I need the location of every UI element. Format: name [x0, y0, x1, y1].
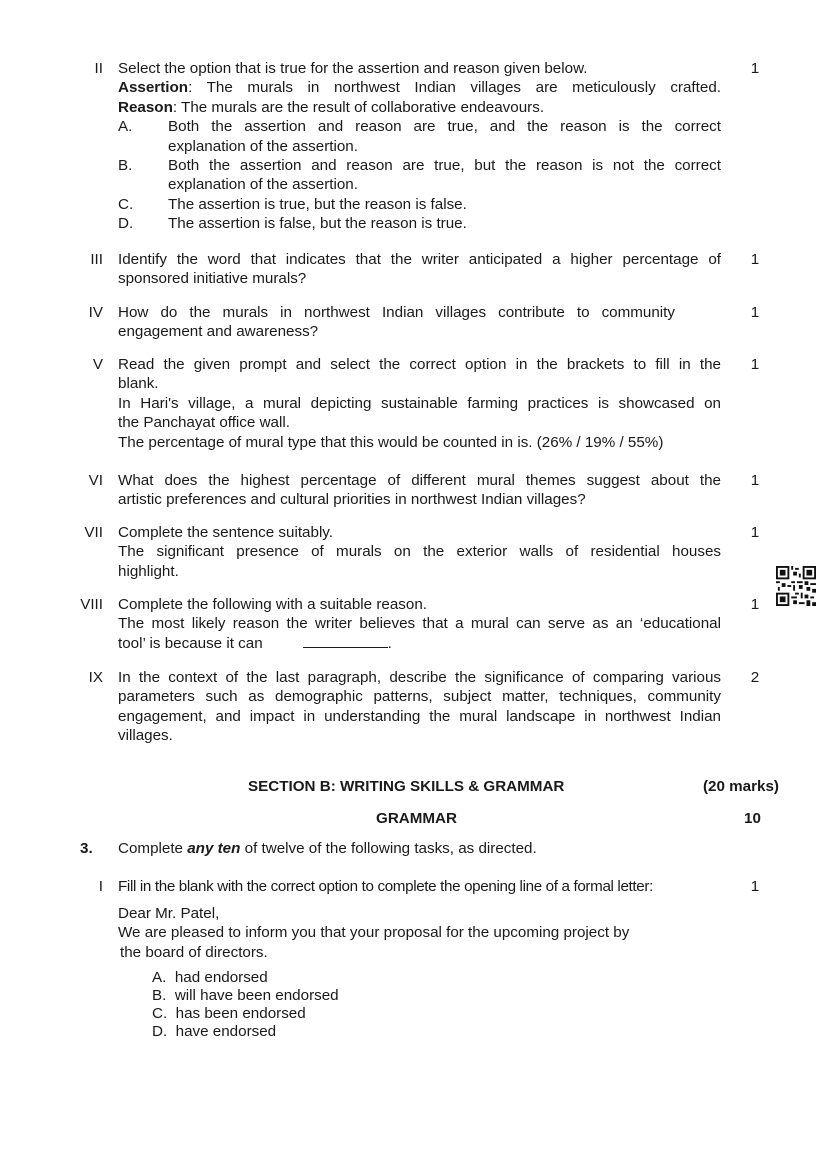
question-number: IV — [88, 304, 103, 321]
option-letter: D. — [118, 215, 134, 233]
question-text: highlight. — [118, 562, 179, 580]
question-marks: 1 — [750, 60, 760, 77]
assertion-label: Assertion — [118, 79, 189, 97]
question-number: VII — [84, 524, 103, 541]
question-V — [118, 355, 721, 452]
question-text: artistic preferences and cultural priorities in northwest Indian villages? — [118, 491, 586, 509]
option-letter: B. — [118, 157, 133, 175]
option-text: The assertion is false, but the reason is true. — [168, 215, 467, 233]
option-a — [118, 117, 721, 156]
options-list — [152, 968, 339, 1040]
question-marks: 1 — [750, 356, 760, 373]
question-text: In the context of the last paragraph, describe the significance of comparing various — [118, 669, 721, 686]
option-letter: D. — [152, 1023, 168, 1040]
question-text: the Panchayat office wall. — [118, 414, 290, 432]
question-number: VIII — [80, 596, 103, 613]
question-VII — [118, 523, 721, 581]
question-text: Complete — [118, 840, 188, 857]
question-text: The percentage of mural type that this would be counted in is. (26% / 19% / 55%) — [118, 433, 664, 451]
question-marks: 1 — [750, 251, 760, 268]
question-number: III — [90, 251, 103, 268]
option-text: explanation of the assertion. — [168, 137, 358, 155]
question-number: II — [94, 60, 103, 77]
question-IV — [118, 303, 675, 342]
option-a — [152, 968, 339, 986]
reason-text: : The murals are the result of collaborative endeavours. — [172, 98, 545, 116]
option-letter: C. — [118, 195, 134, 213]
question-marks: 1 — [750, 304, 760, 321]
question-text: villages. — [118, 727, 173, 745]
option-text: Both the assertion and reason are true, but the reason is not the correct — [168, 157, 721, 175]
option-c — [118, 195, 721, 214]
letter-text: the board of directors. — [120, 943, 268, 961]
section-title: SECTION B: WRITING SKILLS & GRAMMAR — [248, 778, 565, 795]
option-letter: A. — [152, 969, 167, 986]
question-number: VI — [88, 472, 103, 489]
option-b — [152, 986, 339, 1004]
question-text-with-blank — [118, 634, 721, 653]
question-text: In Hari's village, a mural depicting sustainable farming practices is showcased on — [118, 394, 721, 412]
option-text: Both the assertion and reason are true, and the reason is the correct — [168, 118, 721, 136]
option-letter: B. — [152, 987, 167, 1004]
option-d — [152, 1022, 339, 1040]
letter-text: We are pleased to inform you that your proposal for the upcoming project by — [118, 924, 630, 942]
option-text: will have been endorsed — [174, 987, 339, 1004]
option-text: have endorsed — [175, 1023, 277, 1040]
section-subtitle-marks: 10 — [744, 810, 761, 827]
question-III — [118, 250, 721, 289]
question-text: The significant presence of murals on the exterior walls of residential houses — [118, 543, 721, 561]
question-text: of twelve of the following tasks, as directed. — [240, 840, 537, 857]
option-text: had endorsed — [174, 969, 268, 986]
assertion-text: : The murals in northwest Indian villages are meticulously crafted. — [188, 79, 721, 97]
option-text: has been endorsed — [175, 1005, 306, 1022]
answer-blank — [303, 634, 388, 648]
question-text: Identify the word that indicates that the writer anticipated a higher percentage of — [118, 251, 721, 268]
option-text: explanation of the assertion. — [168, 176, 358, 194]
question-marks: 2 — [750, 669, 760, 686]
question-VI — [118, 471, 721, 510]
option-text: The assertion is true, but the reason is false. — [168, 195, 467, 213]
reason-label: Reason — [118, 98, 173, 116]
salutation: Dear Mr. Patel, — [118, 905, 220, 922]
option-c — [152, 1004, 339, 1022]
option-letter: C. — [152, 1005, 168, 1022]
question-II — [118, 59, 721, 234]
emphasis-text: any ten — [187, 840, 241, 857]
question-number: 3. — [80, 840, 93, 857]
option-letter: A. — [118, 118, 133, 136]
question-VIII — [118, 595, 721, 653]
question-text: blank. — [118, 375, 159, 393]
section-marks: (20 marks) — [703, 778, 779, 795]
question-number: V — [92, 356, 103, 373]
reason-line — [118, 98, 721, 117]
question-text: engagement, and impact in understanding the mural landscape in northwest Indian — [118, 707, 721, 725]
question-text: . — [387, 634, 392, 652]
question-text: sponsored initiative murals? — [118, 270, 307, 288]
option-b — [118, 156, 721, 195]
section-subtitle: GRAMMAR — [376, 810, 457, 827]
question-marks: 1 — [750, 524, 760, 541]
question-IX — [118, 668, 721, 746]
question-text: How do the murals in northwest Indian villages contribute to community — [118, 304, 675, 321]
question-text: tool’ is because it can — [118, 634, 263, 652]
question-text: engagement and awareness? — [118, 323, 319, 341]
question-3-text — [118, 839, 537, 858]
assertion-line — [118, 78, 721, 97]
question-number: I — [98, 878, 103, 895]
question-marks: 1 — [750, 472, 760, 489]
question-text: Complete the sentence suitably. — [118, 524, 333, 541]
qr-code-icon — [776, 566, 816, 606]
question-text: What does the highest percentage of different mural themes suggest about the — [118, 472, 721, 489]
question-marks: 1 — [750, 878, 760, 895]
question-text: parameters such as demographic patterns, subject matter, techniques, community — [118, 688, 721, 706]
question-text: Fill in the blank with the correct option to complete the opening line of a formal letter: — [118, 878, 653, 895]
question-text: Complete the following with a suitable reason. — [118, 596, 427, 613]
question-text: The most likely reason the writer believes that a mural can serve as an ‘educational — [118, 615, 721, 633]
question-text: Select the option that is true for the assertion and reason given below. — [118, 60, 588, 77]
question-text: Read the given prompt and select the correct option in the brackets to fill in the — [118, 356, 721, 373]
option-d — [118, 214, 721, 233]
question-marks: 1 — [750, 596, 760, 613]
letter-excerpt — [118, 904, 698, 962]
question-number: IX — [88, 669, 103, 686]
